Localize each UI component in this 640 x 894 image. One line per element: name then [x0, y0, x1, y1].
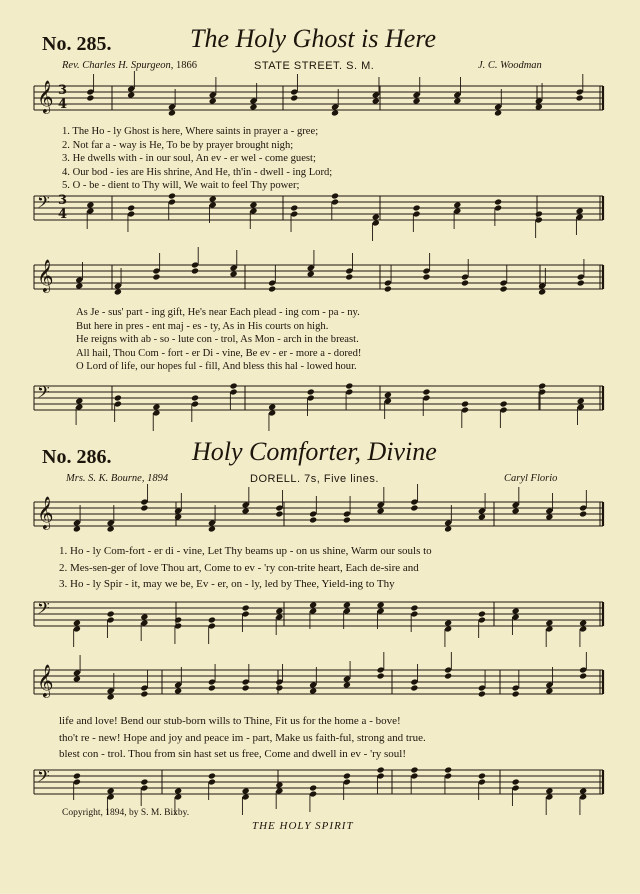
note-head: [579, 787, 587, 794]
note-head: [377, 601, 385, 608]
note-head: [512, 507, 520, 514]
note-head: [343, 516, 351, 523]
verse-line: tho't re - new! Hope and joy and peace im - part, Make us faith-ful, strong and true.: [59, 731, 426, 744]
note-head: [86, 94, 94, 101]
note-head: [512, 690, 520, 697]
verse-line: He reigns with ab - so - lute con - trol, As Mon - arch in the breast.: [76, 334, 359, 346]
verse-line: life and love! Bend our stub-born wills to Thine, Fit us for the home a - bove!: [59, 715, 401, 727]
note-head: [208, 772, 216, 779]
note-head: [290, 204, 298, 211]
note-head: [453, 201, 461, 208]
note-head: [309, 784, 317, 791]
note-head: [579, 510, 587, 517]
note-head: [331, 109, 339, 116]
note-head: [114, 394, 122, 401]
verse-line: 3. Ho - ly Spir - it, may we be, Ev - er, on - ly, led by Thee, Yield-ing to Thy: [59, 578, 395, 590]
note-head: [577, 279, 585, 286]
note-head: [384, 285, 392, 292]
note-head: [494, 198, 502, 205]
note-head: [309, 516, 317, 523]
hymn-286-number: No. 286.: [42, 446, 112, 468]
note-head: [249, 103, 257, 110]
note-head: [249, 201, 257, 208]
note-head: [478, 690, 486, 697]
note-head: [275, 684, 283, 691]
note-head: [127, 204, 135, 211]
note-head: [73, 619, 81, 626]
hymn-285-composer: J. C. Woodman: [478, 60, 542, 71]
clef-icon: 𝄢: [37, 192, 50, 216]
note-head: [412, 97, 420, 104]
hymn-285-author-year: 1866: [176, 60, 198, 71]
time-signature: 3: [58, 83, 68, 98]
hymn-286-author: Mrs. S. K. Bourne,: [66, 473, 145, 484]
note-head: [174, 513, 182, 520]
note-head: [230, 270, 238, 277]
note-head: [174, 687, 182, 694]
note-head: [86, 201, 94, 208]
verse-line: 2. Not far a - way is He, To be by prayer brought nigh;: [62, 139, 294, 151]
note-head: [444, 525, 452, 532]
note-head: [545, 787, 553, 794]
note-head: [140, 778, 148, 785]
note-head: [535, 210, 543, 217]
note-head: [494, 109, 502, 116]
hymn-286-composer: Caryl Florio: [504, 473, 558, 484]
note-head: [444, 672, 452, 679]
note-head: [538, 288, 546, 295]
note-head: [410, 504, 418, 511]
clef-icon: 𝄢: [37, 598, 50, 622]
note-head: [140, 504, 148, 511]
note-head: [268, 285, 276, 292]
note-head: [208, 525, 216, 532]
note-head: [478, 610, 486, 617]
note-head: [372, 213, 380, 220]
note-head: [242, 787, 250, 794]
note-head: [309, 601, 317, 608]
note-head: [107, 525, 115, 532]
note-head: [412, 204, 420, 211]
note-head: [191, 267, 199, 274]
hymn-285-author: Rev. Charles H. Spurgeon,: [62, 60, 174, 71]
note-head: [107, 693, 115, 700]
note-head: [453, 97, 461, 104]
note-head: [290, 94, 298, 101]
clef-icon: 𝄞: [37, 259, 54, 292]
note-head: [345, 273, 353, 280]
hymn-285-number: No. 285.: [42, 33, 112, 55]
note-head: [478, 513, 486, 520]
note-head: [538, 382, 546, 389]
note-head: [152, 273, 160, 280]
time-signature: 4: [58, 97, 68, 112]
note-head: [410, 766, 418, 773]
verse-line: 1. The Ho - ly Ghost is here, Where saints in prayer a - gree;: [62, 126, 319, 137]
verse-line: As Je - sus' part - ing gift, He's near Each plead - ing com - pa - ny.: [76, 307, 360, 318]
note-head: [168, 192, 176, 199]
note-head: [242, 684, 250, 691]
note-head: [152, 403, 160, 410]
copyright: Copyright, 1894, by S. M. Bixby.: [62, 808, 190, 818]
note-head: [377, 507, 385, 514]
time-signature: 4: [58, 207, 68, 222]
note-head: [114, 288, 122, 295]
note-head: [107, 787, 115, 794]
note-head: [275, 510, 283, 517]
note-head: [309, 687, 317, 694]
note-head: [343, 601, 351, 608]
note-head: [307, 388, 315, 395]
note-head: [422, 388, 430, 395]
note-head: [343, 772, 351, 779]
hymn-286-title: Holy Comforter, Divine: [192, 437, 437, 466]
note-head: [242, 604, 250, 611]
note-head: [73, 675, 81, 682]
hymn-286-author-year: 1894: [147, 473, 169, 484]
note-head: [107, 610, 115, 617]
note-head: [377, 766, 385, 773]
note-head: [140, 690, 148, 697]
note-head: [230, 382, 238, 389]
clef-icon: 𝄢: [37, 766, 50, 790]
note-head: [208, 684, 216, 691]
note-head: [307, 270, 315, 277]
note-head: [75, 282, 83, 289]
hymn-285-title: The Holy Ghost is Here: [190, 24, 437, 53]
verse-line: All hail, Thou Com - fort - er Di - vine, Be ev - er - more a - dored!: [76, 347, 362, 359]
note-head: [478, 772, 486, 779]
note-head: [444, 619, 452, 626]
section-title: THE HOLY SPIRIT: [252, 820, 354, 832]
note-head: [512, 607, 520, 614]
note-head: [576, 207, 584, 214]
verse-line: 5. O - be - dient to Thy will, We wait to feel Thy power;: [62, 180, 300, 192]
note-head: [545, 513, 553, 520]
note-head: [377, 672, 385, 679]
verse-line: 3. He dwells with - in our soul, An ev - er wel - come guest;: [62, 153, 316, 165]
note-head: [461, 279, 469, 286]
note-head: [268, 403, 276, 410]
clef-icon: 𝄞: [37, 80, 54, 113]
hymn-285-tune: STATE STREET. S. M.: [254, 60, 375, 72]
clef-icon: 𝄢: [37, 382, 50, 406]
note-head: [242, 507, 250, 514]
note-head: [208, 616, 216, 623]
note-head: [174, 616, 182, 623]
note-head: [345, 382, 353, 389]
verse-line: 1. Ho - ly Com-fort - er di - vine, Let Thy beams up - on us shine, Warm our souls to: [59, 545, 432, 557]
clef-icon: 𝄞: [37, 664, 54, 697]
note-head: [275, 607, 283, 614]
note-head: [191, 394, 199, 401]
note-head: [343, 681, 351, 688]
note-head: [331, 192, 339, 199]
verse-line: O Lord of life, our hopes ful - fill, And bless this hal - lowed hour.: [76, 361, 357, 373]
note-head: [579, 672, 587, 679]
note-head: [410, 604, 418, 611]
note-head: [140, 613, 148, 620]
note-head: [209, 97, 217, 104]
note-head: [500, 285, 508, 292]
note-head: [174, 787, 182, 794]
note-head: [410, 684, 418, 691]
note-head: [461, 400, 469, 407]
note-head: [384, 391, 392, 398]
note-head: [127, 91, 135, 98]
note-head: [579, 619, 587, 626]
note-head: [545, 687, 553, 694]
note-head: [73, 525, 81, 532]
verse-line: 4. Our bod - ies are His shrine, And He, th'in - dwell - ing Lord;: [62, 166, 333, 178]
note-head: [512, 778, 520, 785]
note-head: [275, 781, 283, 788]
note-head: [545, 619, 553, 626]
note-head: [372, 97, 380, 104]
verse-line: 2. Mes-sen-ger of love Thou art, Come to ev - 'ry con-trite heart, Each de-sire and: [59, 561, 419, 574]
note-head: [500, 400, 508, 407]
time-signature: 3: [58, 193, 68, 208]
verse-line: But here in pres - ent maj - es - ty, As in His courts on high.: [76, 320, 329, 332]
note-head: [444, 766, 452, 773]
note-head: [209, 195, 217, 202]
note-head: [576, 94, 584, 101]
note-head: [422, 273, 430, 280]
clef-icon: 𝄞: [37, 496, 54, 529]
note-head: [577, 397, 585, 404]
note-head: [535, 103, 543, 110]
note-head: [168, 109, 176, 116]
verse-line: blest con - trol. Thou from sin hast set us free, Come and dwell in ev - 'ry soul!: [59, 748, 406, 760]
hymn-286-tune: DORELL. 7s, Five lines.: [250, 473, 379, 485]
note-head: [73, 772, 81, 779]
note-head: [75, 397, 83, 404]
